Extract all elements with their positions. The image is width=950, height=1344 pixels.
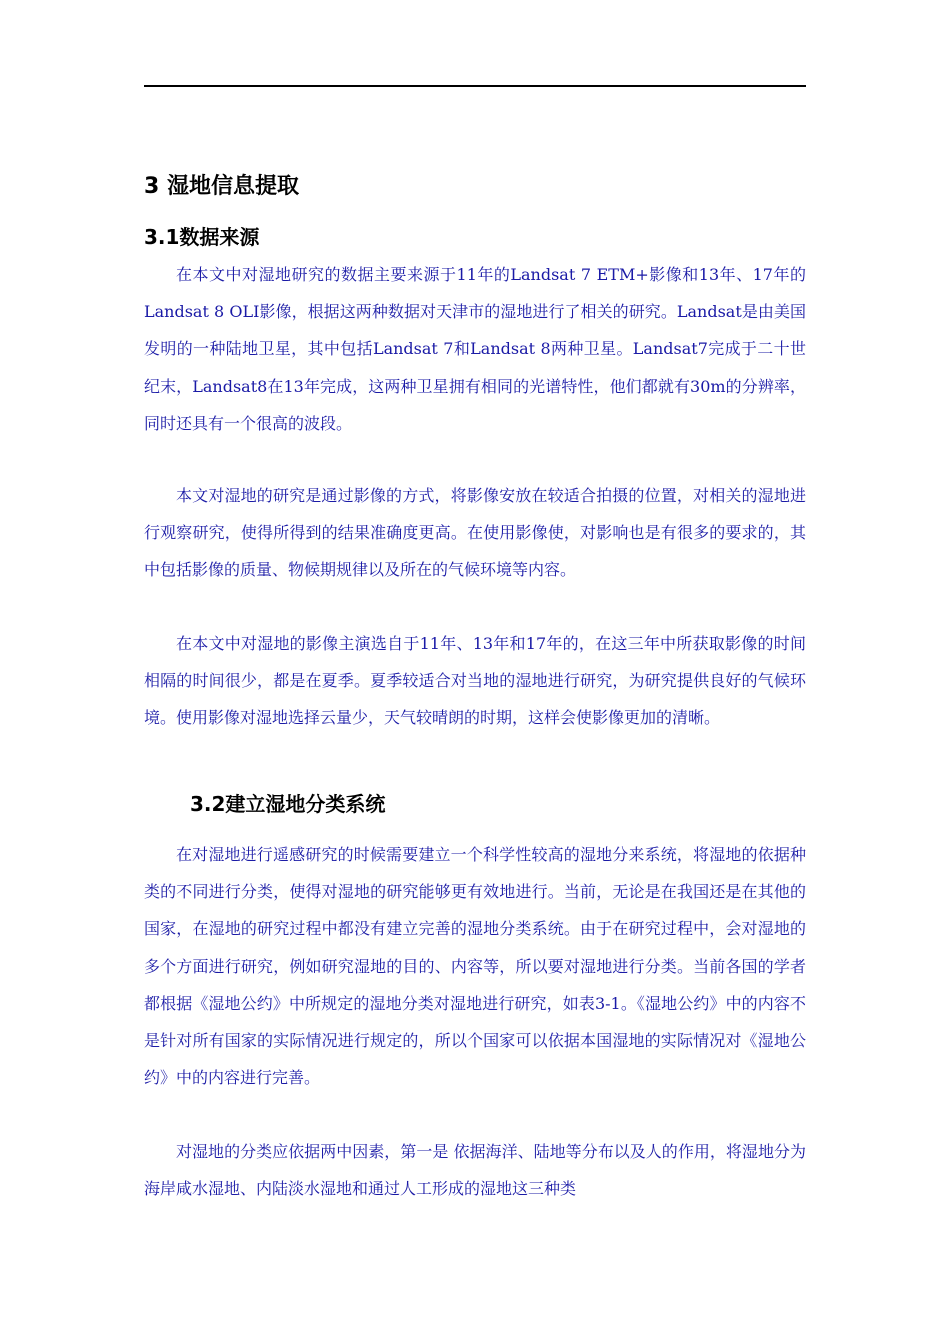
section-heading-3: 3 湿地信息提取 — [144, 174, 299, 199]
subsection-heading-3-1: 3.1数据来源 — [144, 225, 260, 249]
paragraph-image-method: 本文对湿地的研究是通过影像的方式，将影像安放在较适合拍摄的位置，对相关的湿地进行观察研究，使得所得到的结果准确度更高。在使用影像使，对影响也是有很多的要求的，其中包括影像的质量、物候期规律以及所在的气候环境等内容。 — [144, 486, 806, 580]
paragraph-image-selection: 在本文中对湿地的影像主演选自于11年、13年和17年的，在这三年中所获取影像的时间相隔的时间很少，都是在夏季。夏季较适合对当地的湿地进行研究，为研究提供良好的气候环境。使用影像对湿地选择云量少，天气较晴朗的时期，这样会使影像更加的清晰。 — [144, 634, 806, 728]
paragraph-classification-system: 在对湿地进行遥感研究的时候需要建立一个科学性较高的湿地分来系统，将湿地的依据种类的不同进行分类，使得对湿地的研究能够更有效地进行。当前，无论是在我国还是在其他的国家，在湿地的研究过程中都没有建立完善的湿地分类系统。由于在研究过程中，会对湿地的多个方面进行研究，例如研究湿地的目的、内容等，所以要对湿地进行分类。当前各国的学者都根据《湿地公约》中所规定的湿地分类对湿地进行研究，如表3-1。《湿地公约》中的内容不是针对所有国家的实际情况进行规定的，所以个国家可以依据本国湿地的实际情况对《湿地公约》中的内容进行完善。 — [144, 845, 806, 1088]
header-rule — [144, 85, 806, 87]
subsection-heading-3-2: 3.2建立湿地分类系统 — [190, 792, 386, 816]
paragraph-data-source: 在本文中对湿地研究的数据主要来源于11年的Landsat 7 ETM+影像和13年、17年的Landsat 8 OLI影像，根据这两种数据对天津市的湿地进行了相关的研究。Landsat是由美国发明的一种陆地卫星，其中包括Landsat 7和Landsat 8两种卫星。Landsat7完成于二十世纪末，Landsat8在13年完成，这两种卫星拥有相同的光谱特性，他们都就有30m的分辨率，同时还具有一个很高的波段。 — [144, 265, 806, 433]
paragraph-classification-factors: 对湿地的分类应依据两中因素，第一是 依据海洋、陆地等分布以及人的作用，将湿地分为海岸咸水湿地、内陆淡水湿地和通过人工形成的湿地这三种类 — [144, 1142, 806, 1199]
